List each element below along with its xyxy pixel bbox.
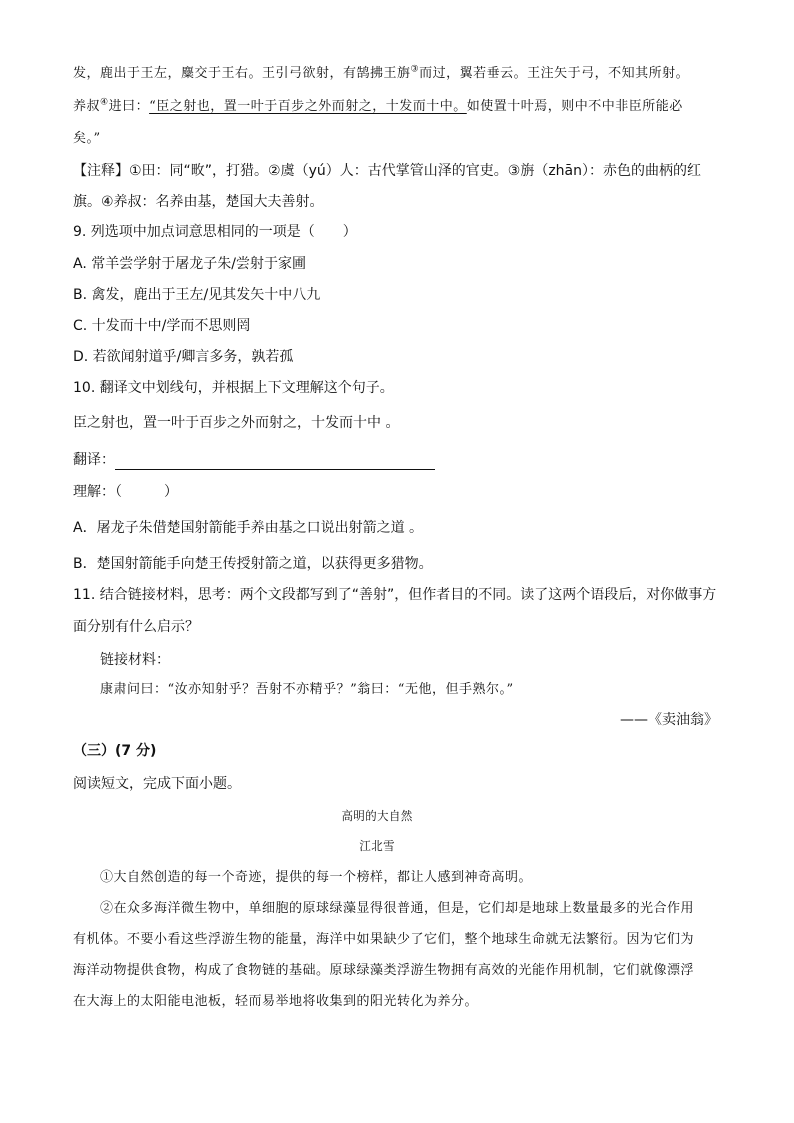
article-paragraph-2-line-4: 在大海上的太阳能电池板，轻而易举地将收集到的阳光转化为养分。: [73, 994, 479, 1009]
passage-line-3: 矣。”: [73, 131, 101, 146]
link-material-source: ——《卖油翁》: [620, 712, 718, 728]
translation-row: [73, 450, 435, 470]
link-material-label: 链接材料：: [100, 652, 170, 668]
question-9-option-d: D. 若欲闻射道乎/卿言多务，孰若孤: [73, 349, 294, 365]
section-3-heading: （三）(7 分): [73, 743, 157, 759]
question-10-option-b: B．楚国射箭能手向楚王传授射箭之道，以获得更多猎物。: [73, 556, 433, 572]
article-author: 江北雪: [359, 839, 395, 853]
question-9-option-c: C. 十发而十中/学而不思则罔: [73, 318, 251, 334]
passage-text: 而过，翼若垂云。王注矢于弓，不知其所射。: [419, 66, 690, 81]
note-marker-3: ③: [410, 64, 420, 75]
link-material-text: 康肃问曰：“汝亦知射乎？吾射不亦精乎？”翁曰：“无他，但手熟尔。”: [100, 682, 514, 697]
passage-line-1: [73, 64, 689, 84]
notes-line-2: 旗。④养叔：名养由基，楚国大夫善射。: [73, 194, 324, 210]
passage-text: 养叔: [73, 99, 101, 114]
passage-text: 如使置十叶焉，则中不中非臣所能必: [466, 99, 683, 114]
translation-answer-line[interactable]: [115, 455, 435, 470]
question-11-stem-line-1: 11. 结合链接材料，思考：两个文段都写到了“善射”，但作者目的不同。读了这两个语段后，对你做事方: [73, 587, 717, 603]
question-9-stem: 9. 列选项中加点词意思相同的一项是（ ）: [73, 224, 357, 240]
question-10-option-a: A．屠龙子朱借楚国射箭能手养由基之口说出射箭之道 。: [73, 520, 424, 536]
article-paragraph-2-line-3: 海洋动物提供食物，构成了食物链的基础。原球绿藻类浮游生物拥有高效的光能作用机制，它们就像漂浮: [73, 963, 695, 978]
passage-text: 发，鹿出于王左，麋交于王右。王引弓欲射，有鹄拂王旃: [73, 66, 411, 81]
passage-text: 进曰：: [108, 99, 150, 114]
question-10-sentence: 臣之射也，置一叶于百步之外而射之，十发而十中 。: [73, 415, 400, 431]
underlined-sentence: “臣之射也，置一叶于百步之外而射之，十发而十中。: [149, 99, 467, 114]
notes-line-1: 【注释】①田：同“畋”，打猎。②虞（yú）人：古代掌管山泽的官吏。③旃（zhān）：赤色的曲柄的红: [73, 163, 701, 179]
question-9-option-a: A. 常羊尝学射于屠龙子朱/尝射于家圃: [73, 256, 306, 272]
translation-label: 翻译：: [73, 452, 115, 468]
article-paragraph-2-line-1: ②在众多海洋微生物中，单细胞的原球绿藻显得很普通，但是，它们却是地球上数量最多的光合作用: [100, 901, 695, 916]
article-paragraph-1: ①大自然创造的每一个奇迹，提供的每一个榜样，都让人感到神奇高明。: [100, 870, 533, 885]
question-10-stem: 10. 翻译文中划线句，并根据上下文理解这个句子。: [73, 380, 394, 396]
article-title: 高明的大自然: [341, 809, 413, 823]
question-9-option-b: B. 禽发，鹿出于王左/见其发矢十中八九: [73, 287, 321, 303]
understanding-label: 理解：（ ）: [73, 484, 178, 500]
passage-line-2: [73, 97, 683, 117]
note-marker-4: ④: [100, 97, 109, 108]
section-3-instruction: 阅读短文，完成下面小题。: [73, 776, 241, 792]
article-paragraph-2-line-2: 有机体。不要小看这些浮游生物的能量，海洋中如果缺少了它们，整个地球生命就无法繁衍。因为它们为: [73, 932, 695, 947]
question-11-stem-line-2: 面分别有什么启示？: [73, 619, 199, 635]
